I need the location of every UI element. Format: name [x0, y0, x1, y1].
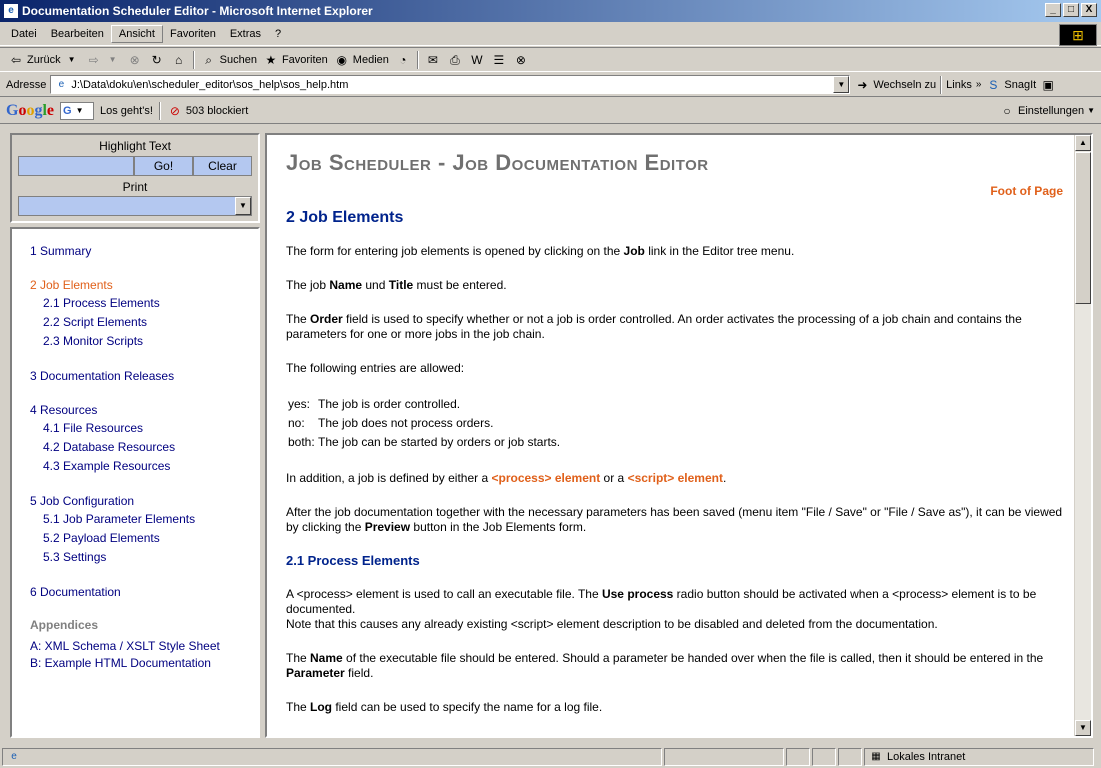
content-frame — [265, 133, 1093, 738]
menu-ansicht[interactable]: Ansicht — [111, 25, 163, 43]
paragraph: The form for entering job elements is opened by clicking on the Job link in the Editor tree menu. — [286, 244, 795, 258]
dropdown-arrow-icon: ▼ — [108, 54, 117, 64]
blocked-label: 503 blockiert — [185, 104, 249, 117]
snagit-button[interactable] — [985, 77, 1036, 93]
print-dropdown-button[interactable]: ▼ — [235, 197, 251, 215]
address-bar — [0, 73, 1101, 97]
go-button[interactable] — [854, 77, 936, 93]
status-cell — [838, 748, 862, 766]
list-item: no: The job does not process orders. — [288, 416, 494, 430]
page-status-icon: e — [11, 750, 17, 762]
toc-job-configuration[interactable]: 5 Job Configuration — [30, 494, 135, 508]
home-icon[interactable]: ⌂ — [175, 52, 183, 67]
media-icon: ◉ — [336, 52, 348, 67]
paragraph: The Name of the executable file should be entered. Should a parameter be handed over when the file is called, then it should be entered in the Parameter field. — [286, 651, 1044, 680]
toc-panel — [10, 227, 260, 738]
menu-bearbeiten[interactable]: Bearbeiten — [50, 27, 104, 40]
mail-icon[interactable]: ✉ — [427, 52, 438, 67]
go-label: Wechseln zu — [873, 78, 937, 91]
toc-appendix-a[interactable]: A: XML Schema / XSLT Style Sheet — [30, 639, 220, 653]
stop-icon[interactable]: ⊗ — [129, 52, 140, 67]
refresh-icon[interactable]: ↻ — [151, 52, 162, 67]
highlight-go-button[interactable]: Go! — [134, 156, 193, 176]
forward-button[interactable] — [86, 52, 121, 68]
settings-button[interactable] — [999, 103, 1095, 119]
highlight-panel — [10, 133, 260, 223]
menu-help[interactable]: ? — [275, 27, 282, 40]
ie-icon: e — [4, 4, 18, 18]
back-label: Zurück — [27, 53, 61, 66]
capture-icon[interactable]: ▣ — [1042, 77, 1054, 92]
menu-datei[interactable]: Datei — [11, 27, 37, 40]
search-icon: ⌕ — [205, 52, 212, 67]
highlight-input[interactable] — [18, 156, 134, 176]
paragraph: The Order field is used to specify whether or not a job is order controlled. An order activates the processing of a job chain and contains the parameters for one or more jobs in the job chain. — [286, 312, 1022, 341]
go-arrow-icon: ➜ — [857, 77, 868, 92]
toc-example-resources[interactable]: 4.3 Example Resources — [43, 459, 171, 473]
address-value: J:\Data\doku\en\scheduler_editor\sos_help\sos_help.htm — [71, 78, 349, 91]
google-go-button[interactable]: Los geht's! — [100, 104, 153, 117]
maximize-button[interactable]: □ — [1063, 3, 1079, 17]
toc-monitor-scripts[interactable]: 2.3 Monitor Scripts — [43, 334, 144, 348]
toc-resources[interactable]: 4 Resources — [30, 403, 98, 417]
media-button[interactable] — [334, 52, 389, 68]
google-toolbar — [0, 98, 1101, 124]
toolbar-separator — [417, 51, 419, 69]
toc-documentation[interactable]: 6 Documentation — [30, 585, 121, 599]
paragraph: The following entries are allowed: — [286, 361, 465, 375]
script-element-link[interactable]: <script> element — [627, 471, 723, 485]
toc-appendix-b[interactable]: B: Example HTML Documentation — [30, 656, 211, 670]
back-button[interactable] — [8, 52, 80, 68]
toolbar-separator — [940, 76, 942, 94]
standard-toolbar — [0, 47, 1101, 72]
entries-list — [286, 395, 1066, 452]
toc-job-parameter-elements[interactable]: 5.1 Job Parameter Elements — [43, 512, 196, 526]
toc-job-elements[interactable]: 2 Job Elements — [30, 278, 113, 292]
popup-blocked-icon: ⊘ — [169, 103, 180, 118]
windows-logo-icon: ⊞ — [1059, 24, 1097, 46]
paragraph: The job Name und Title must be entered. — [286, 278, 507, 292]
toc-settings[interactable]: 5.3 Settings — [43, 550, 107, 564]
google-select-value: G — [63, 104, 72, 117]
google-logo: Google — [6, 101, 55, 119]
dropdown-arrow-icon: ▼ — [67, 54, 76, 64]
print-icon[interactable]: ⎙ — [450, 52, 460, 67]
edit-word-icon[interactable]: W — [471, 52, 483, 67]
discuss-icon[interactable]: ☰ — [493, 52, 505, 67]
address-label: Adresse — [6, 78, 47, 91]
paragraph: The Log field can be used to specify the name for a log file. — [286, 700, 603, 714]
paragraph: After the job documentation together with the necessary parameters has been saved (menu item "File / Save" or "File / Save as"), it can be viewed by clicking the Preview button in the Job Elements form. — [286, 505, 1063, 534]
google-search-select[interactable] — [60, 102, 94, 120]
search-button[interactable] — [201, 52, 257, 68]
subsection-heading: 2.1 Process Elements — [286, 553, 420, 568]
snagit-label: SnagIt — [1004, 78, 1037, 91]
toc-process-elements[interactable]: 2.1 Process Elements — [43, 296, 160, 310]
chevron-down-icon: ▼ — [75, 106, 84, 115]
toolbar-separator — [193, 51, 195, 69]
toc-file-resources[interactable]: 4.1 File Resources — [43, 421, 144, 435]
status-cell — [664, 748, 784, 766]
list-item: both: The job can be started by orders or job starts. — [288, 435, 561, 449]
intranet-icon: ▦ — [871, 750, 881, 762]
back-arrow-icon: ⇦ — [10, 52, 22, 67]
menu-favoriten[interactable]: Favoriten — [169, 27, 216, 40]
highlight-label: Highlight Text — [99, 139, 171, 153]
scroll-down-button[interactable]: ▼ — [1075, 720, 1091, 736]
settings-label: Einstellungen — [1018, 104, 1085, 117]
close-button[interactable]: X — [1081, 3, 1097, 17]
section-heading: 2 Job Elements — [286, 209, 404, 226]
print-label: Print — [122, 180, 148, 194]
scroll-up-button[interactable]: ▲ — [1075, 135, 1091, 151]
address-input[interactable] — [50, 75, 850, 94]
print-select[interactable] — [18, 196, 252, 216]
content-body — [286, 150, 1066, 715]
links-button[interactable]: Links — [946, 78, 972, 91]
menu-extras[interactable]: Extras — [229, 27, 262, 40]
chevron-right-icon[interactable]: » — [975, 79, 982, 90]
status-cell — [812, 748, 836, 766]
status-main — [2, 748, 662, 766]
toolbar-separator — [159, 102, 161, 120]
minimize-button[interactable]: _ — [1045, 3, 1061, 17]
process-element-link[interactable]: <process> element — [491, 471, 601, 485]
toc-summary[interactable]: 1 Summary — [30, 244, 92, 258]
scroll-thumb[interactable] — [1075, 152, 1091, 304]
chevron-down-icon: ▼ — [1087, 106, 1095, 115]
toc-appendices-heading: Appendices — [30, 618, 99, 632]
page-title: Job Scheduler - Job Documentation Editor — [286, 150, 709, 175]
page-icon: e — [58, 78, 65, 90]
toc-releases[interactable]: 3 Documentation Releases — [30, 369, 175, 383]
window-title: Documentation Scheduler Editor - Microsoft Internet Explorer — [22, 4, 373, 18]
title-bar — [0, 0, 1101, 22]
zone-label: Lokales Intranet — [887, 750, 966, 763]
status-zone — [864, 748, 1094, 766]
snagit-icon: S — [989, 77, 998, 92]
favorites-icon: ★ — [265, 52, 277, 67]
history-icon[interactable]: ◔ — [399, 52, 407, 67]
highlight-clear-button[interactable]: Clear — [193, 156, 252, 176]
messenger-icon[interactable]: ⊗ — [515, 52, 526, 67]
toc-script-elements[interactable]: 2.2 Script Elements — [43, 315, 148, 329]
forward-arrow-icon: ⇨ — [88, 52, 99, 67]
status-bar — [0, 745, 1101, 768]
status-cell — [786, 748, 810, 766]
address-dropdown-button[interactable]: ▼ — [833, 76, 849, 93]
settings-circle-icon: ○ — [1003, 103, 1011, 118]
search-label: Suchen — [219, 53, 257, 66]
media-label: Medien — [352, 53, 389, 66]
favorites-button[interactable] — [263, 52, 328, 68]
paragraph: In addition, a job is defined by either a <process> element or a <script> element. — [286, 471, 727, 485]
paragraph: A <process> element is used to call an executable file. The Use process radio button should be activated when a <process> element is to be documented. Note that this causes any already existing <script> element description to be disabled and deleted from the documentation. — [286, 587, 1037, 631]
list-item: yes: The job is order controlled. — [288, 397, 461, 411]
foot-of-page-link[interactable]: Foot of Page — [990, 184, 1063, 198]
popup-blocker-button[interactable] — [167, 103, 248, 119]
toc-payload-elements[interactable]: 5.2 Payload Elements — [43, 531, 160, 545]
favorites-label: Favoriten — [281, 53, 328, 66]
menu-bar — [0, 22, 1101, 46]
toc-database-resources[interactable]: 4.2 Database Resources — [43, 440, 176, 454]
vertical-scrollbar[interactable] — [1074, 135, 1091, 736]
